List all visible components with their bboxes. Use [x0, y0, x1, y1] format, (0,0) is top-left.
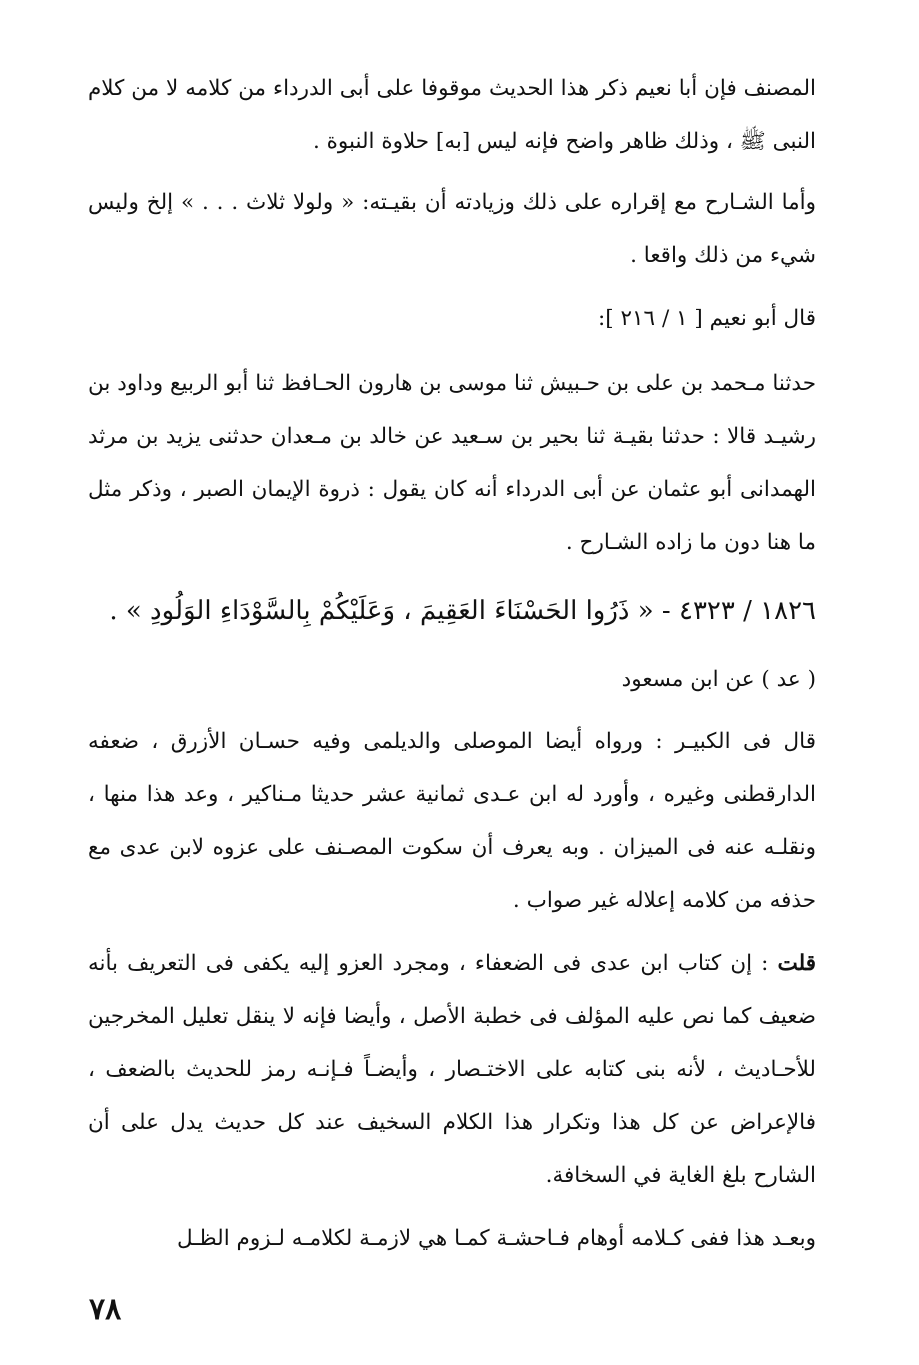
paragraph-response: [88, 937, 816, 1202]
hadith-text: ١٨٢٦ / ٤٣٢٣ - « ذَرُوا الحَسْنَاءَ العَقِيمَ ، وَعَلَيْكُمْ بِالسَّوْدَاءِ الوَلُودِ » .: [109, 596, 816, 626]
paragraph-reference: قال أبو نعيم [ ١ / ٢١٦ ]:: [597, 306, 816, 331]
paragraph-final: وبعـد هذا ففى كـلامه أوهام فـاحشـة كمـا هي لازمـة لكلامـه لـزوم الظـل: [176, 1226, 816, 1251]
hadith-source: ( عد ) عن ابن مسعود: [621, 667, 816, 692]
paragraph-continued: المصنف فإن أبا نعيم ذكر هذا الحديث موقوفا على أبى الدرداء من كلامه لا من كلام النبى ﷺ ، وذلك ظاهر واضح فإنه ليس [به] حلاوة النبوة .: [88, 76, 816, 154]
paragraph-isnad: حدثنا مـحمد بن على بن حـبيش ثنا موسى بن هارون الحـافظ ثنا أبو الربيع وداود بن رشيـد قالا : حدثنا بقيـة ثنا بحير بن سـعيد عن خالد بن مـعدان حدثنى يزيد بن مرثد الهمدانى أبو عثمان عن أبى الدرداء أنه كان يقول : ذروة الإيمان الصبر ، وذكر مثل ما هنا دون ما زاده الشـارح .: [88, 371, 816, 555]
paragraph-commentator: وأما الشـارح مع إقراره على ذلك وزيادته أن بقيـته: « ولولا ثلاث . . . » إلخ وليس شيء من ذلك واقعا .: [88, 190, 816, 268]
page-number: ٧٨: [89, 1292, 122, 1327]
response-text: : إن كتاب ابن عدى فى الضعفاء ، ومجرد العزو إليه يكفى فى التعريف بأنه ضعيف كما نص عليه المؤلف فى خطبة الأصل ، وأيضا فإنه لا ينقل تعليل المخرجين للأحـاديث ، لأنه بنى كتابه على الاختـصار ، وأيضـاً فـإنـه رمز للحديث بالضعف ، فالإعراض عن كل هذا وتكرار هذا الكلام السخيف عند كل حديث يدل على أن الشارح بلغ الغاية في السخافة.: [88, 951, 816, 1188]
page-body: [88, 62, 816, 1265]
response-lead-word: قلت: [777, 951, 816, 976]
paragraph-commentary: قال فى الكبيـر : ورواه أيضا الموصلى والديلمى وفيه حسـان الأزرق ، ضعفه الدارقطنى وغيره ، وأورد له ابن عـدى ثمانية عشر حديثا مـناكير ، وعد هذا منها ، ونقلـه عنه فى الميزان . وبه يعرف أن سكوت المصـنف على عزوه لابن عدى مع حذفه من كلامه إعلاله غير صواب .: [88, 729, 816, 913]
